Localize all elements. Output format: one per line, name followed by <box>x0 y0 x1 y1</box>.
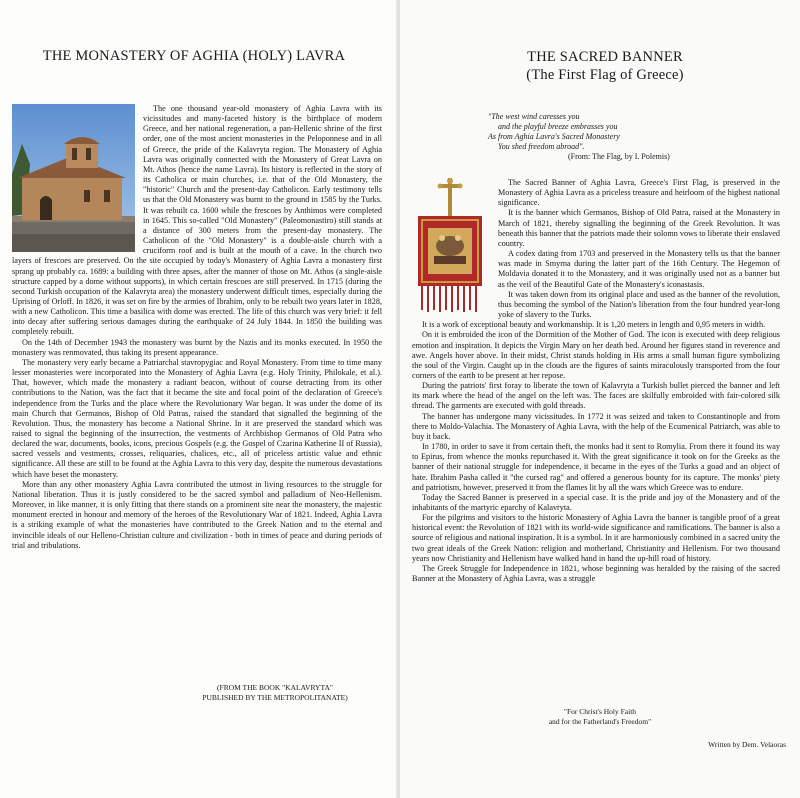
banner-paragraph-12: The Greek Struggle for Independence in 1821, whose beginning was heralded by the raising of the sacred Banner at the Monastery of Aghia Lavra, was a struggle <box>412 563 780 584</box>
poem-source: (From: The Flag, by I. Polemis) <box>568 152 670 161</box>
monastery-photo <box>12 104 140 256</box>
poem-quote <box>488 112 788 162</box>
banner-paragraph-6: On it is embroided the icon of the Dormition of the Mother of God. The icon is executed with deep religious emotion and inspiration. It depicts the Virgin Mary on her death bed. Around her figures stand in reverence and awe. Angels hover above. In their midst, Christ stands holding in His arms a small human figure symbolizing the soul of the Virgin. Caught up in the clouds are the figures of saints miraculously transported from the four corners of the earth to be present at her repose. <box>412 330 780 380</box>
motto-line-2: and for the Fatherland's Freedom" <box>548 717 652 726</box>
banner-paragraph-9: In 1780, in order to save it from certain theft, the monks had it sent to Romylia. From there it found its way to Epirus, from whence the monks repurchased it. With the great significance it took on for the Greeks as the banner of their national struggle for independence, it became in the eyes of the Turks a goad and an object of hate. Ibrahim Pasha called it "the cursed rag" and offered a generous bounty for its capture. The monks' piety and patriotism, however, preserved it from the flames lit by all the wars which Greece was to endure. <box>412 442 780 492</box>
monastery-paragraph-3: The monastery very early became a Patriarchal stavropygiac and Royal Monastery. From time to time many lesser monasteries were incorporated into the Monastery of Aghia Lavra (e.g. Holy Trinity, Philokale, et al.). That, however, which made the monastery a radiant beacon, without of course detracting from its other contributions to the Nation, was the fact that it became the site and focal point of the declaration of Greece's independence from the Turks and the place where the Revolutionary War began. It was under the dome of its main Church that Germanos, Bishop of Old Patras, raised the standard that signalled the beginning of the Revolution. Thus, the monastery has become a National Shrine. In it are preserved the standard which was raised to signal the beginning of the insurrection, the vestments of Archbishop Germanos of Old Patra who declared the war, documents, books, icons, precious Gospels (e.g. the Gospel of Czarina Katherine II of Russia), sacred vessels and vestments, crosses, reliquaries, chalices, etc., all of priceless artistic value and ethnic significance. All these are still to be found at the Aghia Lavra to this very day, despite the numerous devastations which have beset the monastery. <box>12 357 382 479</box>
banner-paragraph-8: The banner has undergone many vicissitudes. In 1772 it was seized and taken to Constantinople and from there to Moldo-Valachia. The Monastery of Aghia Lavra, with the help of the Ecumenical Patriarch, was able to buy it back. <box>412 411 780 441</box>
banner-article <box>412 178 780 738</box>
monastery-title: THE MONASTERY OF AGHIA (HOLY) LAVRA <box>42 48 346 64</box>
left-page <box>0 0 398 798</box>
poem-line-4: You shed freedom abroad". <box>498 142 585 151</box>
banner-subtitle: (The First Flag of Greece) <box>526 67 684 83</box>
monastery-source-credit <box>150 683 400 703</box>
banner-paragraph-3: A codex dating from 1703 and preserved in the Monastery tells us that the banner was made in Smyrna during the latter part of the 16th Century. The Hegemon of Moldavia donated it to the Monastery, and it was originally used not as a banner but as the veil of the Beautiful Gate of the Monastery's iconastasis. <box>498 249 780 289</box>
poem-line-1: "The west wind caresses you <box>488 112 580 121</box>
credit-line-1: (FROM THE BOOK "KALAVRYTA" <box>217 683 333 692</box>
monastery-article <box>12 104 382 714</box>
monastery-church-image <box>12 104 135 252</box>
banner-paragraph-7: During the patriots' first foray to liberate the town of Kalavryta a Turkish bullet pierced the banner and left its mark where the head of the angel on the left was. The faces are skilfully embroided with fair-colored silk thread. The garments are executed with gold threads. <box>412 381 780 411</box>
battle-motto <box>480 707 720 727</box>
monastery-paragraph-4: More than any other monastery Aghia Lavra contributed the utmost in living resources to the struggle for National liberation. Thus it is justly considered to be the sacred symbol and palladium of Neo-Hellenism. Moreover, in like manner, it is only fitting that there stands on a prominent site near the monastery, the majestic monument erected in honour and memory of the heroes of the Revolutionary War of 1821. Indeed, Aghia Lavra is a striking example of what the monasteries have contributed to the Greek Nation and to the eternal and invincible ideals of our Helleno-Christian culture and civilization - both in times of peace and during periods of trial and tribulations. <box>12 479 382 550</box>
sacred-banner-image <box>412 178 492 314</box>
banner-paragraph-11: For the pilgrims and visitors to the historic Monastery of Aghia Lavra the banner is tangible proof of a great historical event: the Revolution of 1821 with its world-wide significance and ramifications. The banner is also a source of religious and national inspiration. It is a symbol. In it are harmoniously combined in a sacred unity the two great ideals of the Greek Nation: religion and motherland, Christianity and Hellenism. For two thousand years now Christianity and Hellenism have walked hand in hand the up-hill road of history. <box>412 513 780 563</box>
banner-paragraph-10: Today the Sacred Banner is preserved in a special case. It is the pride and joy of the Monastery and of the inhabitants of the martyric eparchy of Kalavryta. <box>412 492 780 512</box>
monastery-paragraph-2: On the 14th of December 1943 the monastery was burnt by the Nazis and its monks executed. In 1950 the monastery was renmovated, thus taking its present appearance. <box>12 337 382 357</box>
banner-paragraph-1: The Sacred Banner of Aghia Lavra, Greece's First Flag, is preserved in the Monastery of Aghia Lavra as a priceless treasure and heirloom of the highest national significance. <box>498 178 780 208</box>
banner-title-line-1: THE SACRED BANNER <box>527 49 683 65</box>
banner-paragraph-2: It is the banner which Germanos, Bishop of Old Patra, raised at the Monastery in March of 1821, thereby signalling the beginning of the Greek Revolution. It was beneath this banner that the patriots made their solomn vows to liberate their enslaved country. <box>498 208 780 248</box>
credit-line-2: PUBLISHED BY THE METROPOLITANATE) <box>202 693 348 702</box>
poem-line-2: and the playful breeze embrasses you <box>498 122 618 131</box>
banner-title <box>440 48 770 84</box>
banner-paragraph-4: It was taken down from its original place and used as the banner of the revolution, thus becoming the symbol of the Nation's liberation from the four hundred year-long yoke of slavery to the Turks. <box>498 289 780 320</box>
poem-line-3: As from Aghia Lavra's Sacred Monastery <box>488 132 620 141</box>
monastery-paragraph-1: The one thousand year-old monastery of Aghia Lavra with its vicissitudes and many-faceted history is the birthplace of modern Greece, and her national regeneration, a pan-Hellenic shrine of the first order, one of the most ancient monasteries in the Peloponnese and in all of Greece, the pride of the Kalavryta region. The Monastery of Aghia Lavra was originally connected with the Monastery of Great Lavra on Mt. Athos (hence the name Lavra). Its history is reflected in the story of its Catholica or main churches, i.e. that of the Old Monastery, the "historic" Church and the present-day Catholicon. Early testimony tells us that the Old Monastery was burnt to the ground in 1585 by the Turks. It was rebuilt ca. 1600 while the frescoes by Anthimos were completed in 1645. This so-called "Old Monastery" (Paleomonastiro) still stands at a distance of 300 meters from the present-day monastery. The Catholicon of the "Old Monastery" is a double-aisle church with a cruciform roof and is built at the mouth of a cave. In the church two layers of frescoes are preserved. On the site occupied by today's Monastery of Aghia Lavra a monastery first sprang up probably ca. 1689: a building with three apses, after the manner of those on Mt. Athos (a single-aisle structure capped by a dome without supports), in which certain frescoes are still preserved. In 1715 (during the second Turkish occupation of the Kalavryta area) the monastery underwent difficult times, especially during the Uprising of Orloff. In 1826, it was set on fire by the armies of Ibrahim, only to be rebuilt two years later in 1828, with a new Catholicon. This time a basilica with dome was erected. The life of this church was very brief: it fell into decay after suffering serious damages during the earthquake of 24 July 1844. In 1850 the building was completely rebuilt. <box>12 104 382 337</box>
author-credit: Written by Dem. Velaoras <box>708 740 786 749</box>
banner-paragraph-5: It is a work of exceptional beauty and workmanship. It is 1,20 meters in length and 0,95 meters in width. <box>422 320 766 330</box>
motto-line-1: "For Christ's Holy Faith <box>563 707 637 716</box>
banner-icon <box>412 178 488 314</box>
